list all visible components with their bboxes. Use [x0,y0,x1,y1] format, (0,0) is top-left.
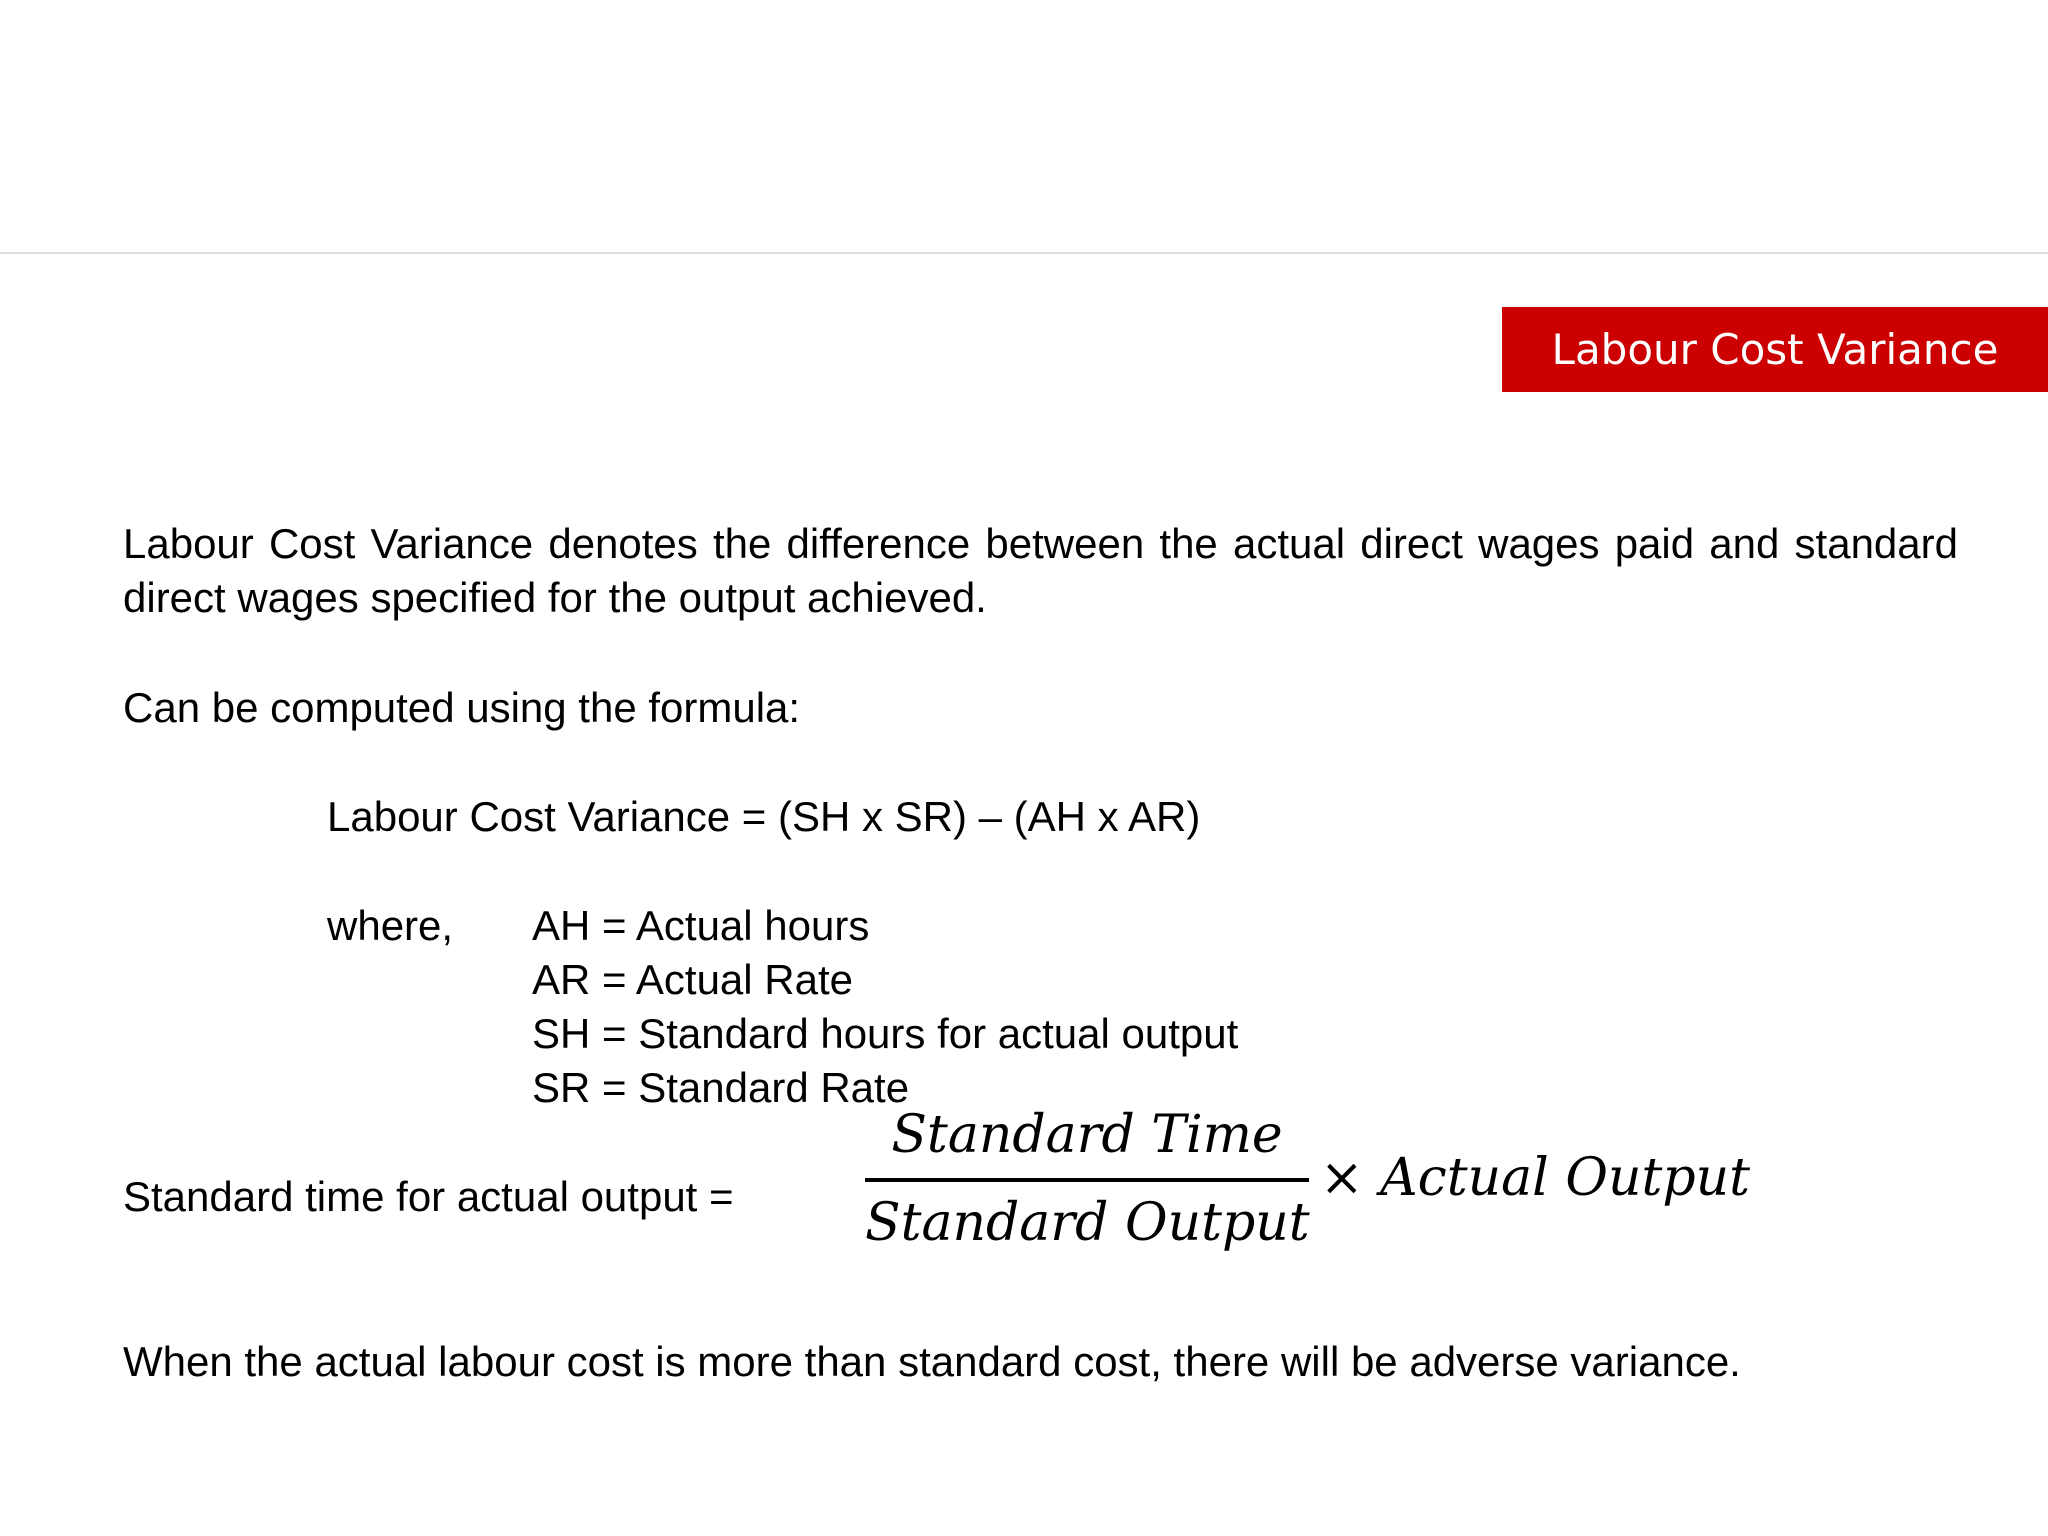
fraction-denominator: Standard Output [865,1193,1310,1253]
multiplier-term [1320,1143,1750,1213]
legend-item-ar: AR = Actual Rate [532,956,854,1003]
standard-time-fraction [865,1100,1309,1258]
legend-item-sr: SR = Standard Rate [532,1064,910,1111]
actual-output-term: Actual Output [1380,1148,1751,1208]
fraction-bar [865,1178,1309,1182]
fraction-numerator: Standard Time [891,1105,1283,1165]
variable-legend [532,899,1238,1115]
slide-title: Labour Cost Variance [1502,307,2048,392]
definition-paragraph: Labour Cost Variance denotes the difference between the actual direct wages paid and standard direct wages specified for the output achieved. [123,520,1958,621]
where-label: where, [327,902,454,949]
labour-cost-variance-formula: Labour Cost Variance = (SH x SR) – (AH x AR) [327,793,1201,840]
standard-time-label: Standard time for actual output = [123,1173,734,1220]
multiply-sign: × [1320,1148,1364,1208]
legend-item-ah: AH = Actual hours [532,902,870,949]
formula-intro: Can be computed using the formula: [123,684,801,731]
legend-item-sh: SH = Standard hours for actual output [532,1010,1239,1057]
conclusion-paragraph: When the actual labour cost is more than standard cost, there will be adverse variance. [123,1338,1741,1385]
top-divider [0,252,2048,254]
